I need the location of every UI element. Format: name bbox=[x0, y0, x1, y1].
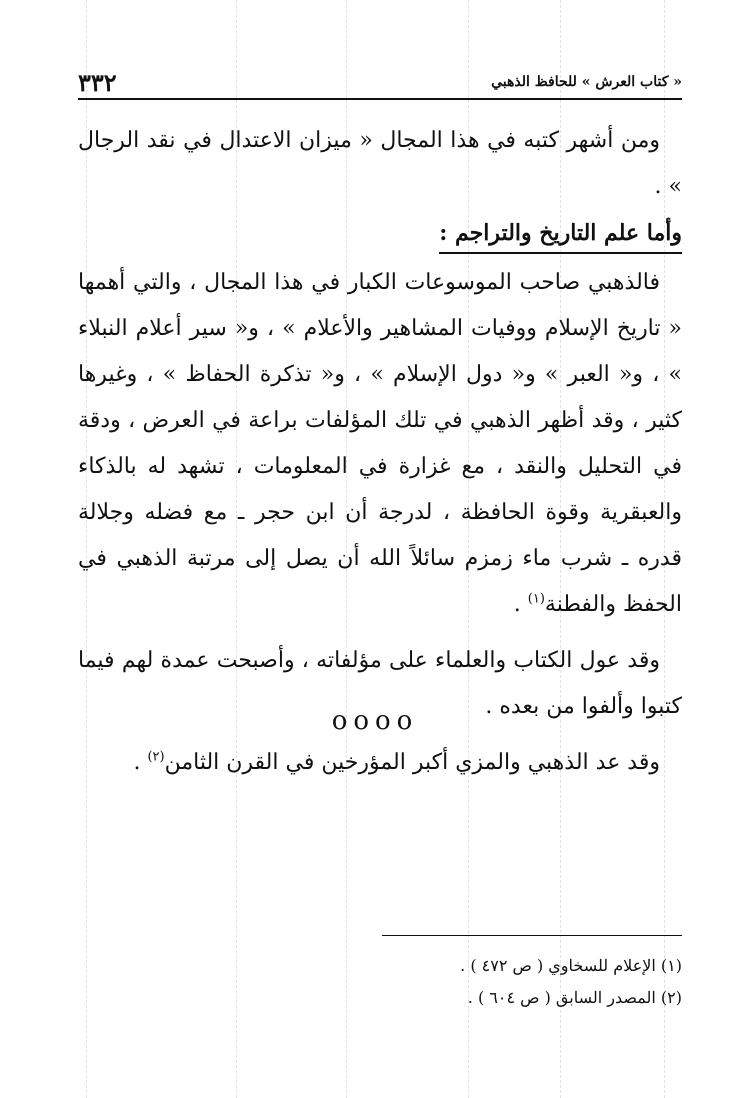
body-text bbox=[78, 118, 682, 786]
running-title: « كتاب العرش » للحافظ الذهبي bbox=[491, 74, 682, 90]
paragraph-greatest-historians-text: وقد عد الذهبي والمزي أكبر المؤرخين في القرن الثامن bbox=[164, 750, 660, 775]
footnote-divider bbox=[382, 935, 682, 936]
paragraph-greatest-historians bbox=[78, 740, 682, 786]
page-number: ٣٣٢ bbox=[78, 68, 117, 97]
footnote-2: (٢) المصدر السابق ( ص ٦٠٤ ) . bbox=[467, 988, 682, 1007]
footnote-ref-2: (٢) bbox=[147, 749, 165, 765]
footnote-ref-1: (١) bbox=[527, 591, 545, 607]
paragraph-encyclopedias bbox=[78, 260, 682, 628]
footnotes bbox=[78, 950, 682, 1014]
footnote-1: (١) الإعلام للسخاوي ( ص ٤٧٢ ) . bbox=[460, 956, 682, 975]
paragraph-end-mark: . bbox=[133, 750, 148, 775]
paragraph-reliance: وقد عول الكتاب والعلماء على مؤلفاته ، وأصبحت عمدة لهم فيما كتبوا وألفوا من بعده . bbox=[78, 648, 682, 719]
paragraph-encyclopedias-text: فالذهبي صاحب الموسوعات الكبار في هذا المجال ، والتي أهمها « تاريخ الإسلام ووفيات المشاهير والأعلام » ، و« سير أعلام النبلاء » ، و« العبر » و« دول الإسلام » ، و« تذكرة الحفاظ » ، وغيرها كثير ، وقد أظهر الذهبي في تلك المؤلفات براعة في العرض ، ودقة في التحليل والنقد ، مع غزارة في المعلومات ، تشهد له بالذكاء والعبقرية وقوة الحافظة ، لدرجة أن ابن حجر ـ مع فضله وجلالة قدره ـ شرب ماء زمزم سائلاً الله أن يصل إلى مرتبة الذهبي في الحفظ والفطنة bbox=[78, 270, 682, 617]
section-heading-wrapper bbox=[78, 210, 682, 260]
section-heading: وأما علم التاريخ والتراجم : bbox=[439, 214, 682, 254]
paragraph-famous-book: ومن أشهر كتبه في هذا المجال « ميزان الاعتدال في نقد الرجال » . bbox=[78, 128, 682, 199]
paragraph-end-mark: . bbox=[513, 592, 528, 617]
page-header bbox=[78, 70, 682, 100]
end-ornament: oooo bbox=[331, 706, 419, 736]
